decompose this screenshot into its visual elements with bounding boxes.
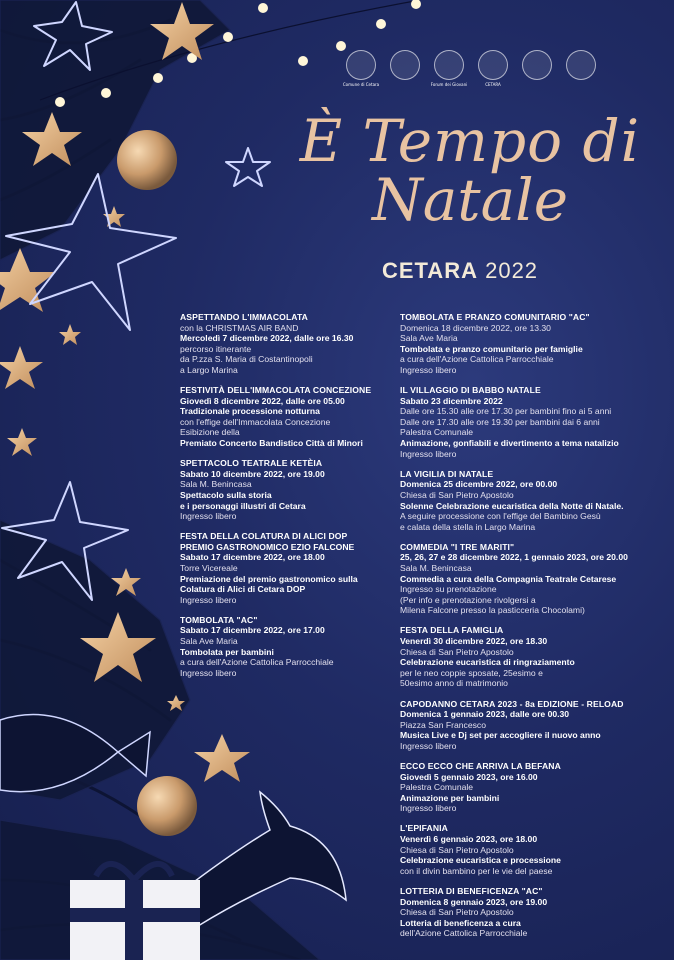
event-detail-line: con la CHRISTMAS AIR BAND bbox=[180, 322, 299, 333]
event-item bbox=[400, 385, 660, 459]
event-item bbox=[400, 312, 660, 376]
event-detail-line: Ingresso libero bbox=[400, 448, 457, 459]
event-detail-line: Solenne Celebrazione eucaristica della Notte di Natale. bbox=[400, 500, 624, 511]
event-title: IL VILLAGGIO DI BABBO NATALE bbox=[400, 385, 541, 396]
parrocchia-logo bbox=[520, 50, 554, 82]
subtitle-year: 2022 bbox=[485, 258, 539, 283]
event-detail-line: Domenica 1 gennaio 2023, dalle ore 00.30 bbox=[400, 709, 570, 720]
event-detail-line: Dalle ore 15.30 alle ore 17.30 per bambini fino ai 5 anni bbox=[400, 406, 612, 417]
event-title: COMMEDIA "I TRE MARITI" bbox=[400, 541, 515, 552]
title-line-1: È Tempo di bbox=[299, 107, 641, 175]
event-detail-line: Sala Ave Maria bbox=[400, 333, 458, 344]
event-detail-line: Chiesa di San Pietro Apostolo bbox=[400, 489, 514, 500]
event-title: LOTTERIA DI BENEFICENZA "AC" bbox=[400, 885, 543, 896]
event-detail-line: Piazza San Francesco bbox=[400, 719, 486, 730]
event-detail-line: Giovedì 5 gennaio 2023, ore 16.00 bbox=[400, 771, 538, 782]
event-detail-line: Sabato 17 dicembre 2022, ore 17.00 bbox=[180, 625, 325, 636]
event-detail-line: Mercoledì 7 dicembre 2022, dalle ore 16.30 bbox=[180, 333, 354, 344]
event-detail-line: Palestra Comunale bbox=[400, 782, 474, 793]
event-title: FESTA DELLA COLATURA DI ALICI DOP bbox=[180, 531, 348, 542]
event-item bbox=[180, 312, 385, 376]
event-item bbox=[180, 385, 385, 449]
events-column-left bbox=[180, 312, 385, 688]
cetara-logo-emblem bbox=[478, 50, 508, 80]
event-detail-line: A seguire processione con l'effige del Bambino Gesù bbox=[400, 511, 601, 522]
event-detail-line: Sabato 10 dicembre 2022, ore 19.00 bbox=[180, 468, 325, 479]
event-title: L'EPIFANIA bbox=[400, 823, 448, 834]
event-detail-line: Chiesa di San Pietro Apostolo bbox=[400, 907, 514, 918]
event-detail-line: Ingresso libero bbox=[180, 511, 237, 522]
event-detail-line: 50esimo anno di matrimonio bbox=[400, 678, 508, 689]
logo-caption: Comune di Cetara bbox=[342, 82, 380, 87]
event-title: TOMBOLATA E PRANZO COMUNITARIO "AC" bbox=[400, 312, 590, 322]
event-title: ECCO ECCO CHE ARRIVA LA BEFANA bbox=[400, 760, 561, 771]
comune-logo bbox=[344, 50, 378, 87]
event-detail-line: Sabato 23 dicembre 2022 bbox=[400, 395, 503, 406]
poster-subtitle bbox=[300, 258, 620, 284]
event-item bbox=[180, 458, 385, 522]
event-detail-line: e calata della stella in Largo Marina bbox=[400, 521, 536, 532]
event-item bbox=[180, 615, 385, 679]
events-column-right bbox=[400, 312, 660, 948]
partner-logo-1 bbox=[388, 50, 422, 82]
event-item bbox=[400, 886, 660, 939]
event-item bbox=[400, 469, 660, 533]
event-detail-line: Celebrazione eucaristica e processione bbox=[400, 855, 561, 866]
event-item bbox=[400, 542, 660, 616]
event-title: SPETTACOLO TEATRALE KETÈIA bbox=[180, 458, 323, 469]
event-detail-line: 25, 26, 27 e 28 dicembre 2022, 1 gennaio 2023, ore 20.00 bbox=[400, 552, 628, 563]
event-detail-line: dell'Azione Cattolica Parrocchiale bbox=[400, 928, 528, 939]
event-detail-line: Colatura di Alici di Cetara DOP bbox=[180, 584, 306, 595]
association-logo bbox=[564, 50, 598, 82]
event-detail-line: Animazione, gonfiabili e divertimento a tema natalizio bbox=[400, 438, 619, 449]
event-detail-line: Torre Vicereale bbox=[180, 562, 238, 573]
comune-logo-emblem bbox=[346, 50, 376, 80]
event-detail-line: Venerdì 6 gennaio 2023, ore 18.00 bbox=[400, 834, 538, 845]
event-detail-line: Milena Falcone presso la pasticceria Chocolami) bbox=[400, 605, 585, 616]
event-detail-line: Tombolata per bambini bbox=[180, 646, 274, 657]
event-detail-line: Premiato Concerto Bandistico Città di Minori bbox=[180, 438, 363, 449]
event-detail-line: Lotteria di beneficenza a cura bbox=[400, 917, 521, 928]
forum-giovani-logo bbox=[432, 50, 466, 87]
event-detail-line: a Largo Marina bbox=[180, 364, 238, 375]
subtitle-town: CETARA bbox=[381, 258, 478, 283]
event-detail-line: percorso itinerante bbox=[180, 343, 252, 354]
event-detail-line: con l'effige dell'Immacolata Concezione bbox=[180, 416, 331, 427]
event-detail-line: Sabato 17 dicembre 2022, ore 18.00 bbox=[180, 552, 325, 563]
event-detail-line: Domenica 8 gennaio 2023, ore 19.00 bbox=[400, 896, 548, 907]
event-title: ASPETTANDO L'IMMACOLATA bbox=[180, 312, 308, 322]
event-detail-line: Musica Live e Dj set per accogliere il nuovo anno bbox=[400, 730, 601, 741]
event-detail-line: Animazione per bambini bbox=[400, 792, 500, 803]
event-detail-line: Spettacolo sulla storia bbox=[180, 489, 272, 500]
event-detail-line: Sala M. Benincasa bbox=[400, 562, 472, 573]
event-item bbox=[180, 531, 385, 605]
event-detail-line: Esibizione della bbox=[180, 427, 240, 438]
partner-logo-1-emblem bbox=[390, 50, 420, 80]
event-detail-line: Tradizionale processione notturna bbox=[180, 406, 320, 417]
parrocchia-logo-emblem bbox=[522, 50, 552, 80]
event-detail-line: Ingresso libero bbox=[400, 740, 457, 751]
sponsor-logos bbox=[344, 50, 598, 87]
event-detail-line: Domenica 25 dicembre 2022, ore 00.00 bbox=[400, 479, 558, 490]
event-detail-line: Ingresso libero bbox=[180, 667, 237, 678]
event-detail-line: a cura dell'Azione Cattolica Parrocchiale bbox=[180, 657, 334, 668]
association-logo-emblem bbox=[566, 50, 596, 80]
event-detail-line: Commedia a cura della Compagnia Teatrale Cetarese bbox=[400, 573, 617, 584]
event-detail-line: Ingresso libero bbox=[180, 594, 237, 605]
event-detail-line: da P.zza S. Maria di Costantinopoli bbox=[180, 354, 313, 365]
event-detail-line: Tombolata e pranzo comunitario per famiglie bbox=[400, 343, 583, 354]
event-title: LA VIGILIA DI NATALE bbox=[400, 468, 494, 479]
event-detail-line: Celebrazione eucaristica di ringraziamento bbox=[400, 657, 575, 668]
title-line-2: Natale bbox=[371, 166, 569, 234]
event-detail-line: per le neo coppie sposate, 25esimo e bbox=[400, 667, 543, 678]
event-item bbox=[400, 625, 660, 689]
event-detail-line: Premiazione del premio gastronomico sulla bbox=[180, 573, 358, 584]
event-detail-line: (Per info e prenotazione rivolgersi a bbox=[400, 594, 536, 605]
event-detail-line: Domenica 18 dicembre 2022, ore 13.30 bbox=[400, 322, 551, 333]
event-title: CAPODANNO CETARA 2023 - 8a EDIZIONE - RELOAD bbox=[400, 698, 624, 709]
event-item bbox=[400, 823, 660, 876]
logo-caption: Forum dei Giovani bbox=[430, 82, 468, 87]
event-detail-line: Sala M. Benincasa bbox=[180, 479, 252, 490]
event-detail-line: PREMIO GASTRONOMICO EZIO FALCONE bbox=[180, 541, 355, 552]
forum-giovani-logo-emblem bbox=[434, 50, 464, 80]
event-detail-line: Ingresso libero bbox=[400, 803, 457, 814]
event-detail-line: Dalle ore 17.30 alle ore 19.30 per bambini dai 6 anni bbox=[400, 416, 600, 427]
event-title: FESTIVITÀ DELL'IMMACOLATA CONCEZIONE bbox=[180, 385, 372, 396]
event-detail-line: con il divin bambino per le vie del paese bbox=[400, 865, 553, 876]
event-detail-line: Sala Ave Maria bbox=[180, 636, 238, 647]
event-item bbox=[400, 761, 660, 814]
event-title: FESTA DELLA FAMIGLIA bbox=[400, 625, 504, 636]
cetara-logo bbox=[476, 50, 510, 87]
event-detail-line: Chiesa di San Pietro Apostolo bbox=[400, 844, 514, 855]
event-detail-line: Venerdì 30 dicembre 2022, ore 18.30 bbox=[400, 636, 548, 647]
event-detail-line: Ingresso su prenotazione bbox=[400, 584, 497, 595]
event-title: TOMBOLATA "AC" bbox=[180, 614, 258, 625]
logo-caption: CETARA bbox=[485, 82, 501, 87]
event-detail-line: Giovedì 8 dicembre 2022, dalle ore 05.00 bbox=[180, 395, 345, 406]
event-detail-line: Ingresso libero bbox=[400, 364, 457, 375]
event-item bbox=[400, 699, 660, 752]
event-detail-line: a cura dell'Azione Cattolica Parrocchiale bbox=[400, 354, 554, 365]
event-detail-line: Chiesa di San Pietro Apostolo bbox=[400, 646, 514, 657]
event-detail-line: e i personaggi illustri di Cetara bbox=[180, 500, 306, 511]
event-detail-line: Palestra Comunale bbox=[400, 427, 474, 438]
poster-title bbox=[280, 107, 660, 234]
